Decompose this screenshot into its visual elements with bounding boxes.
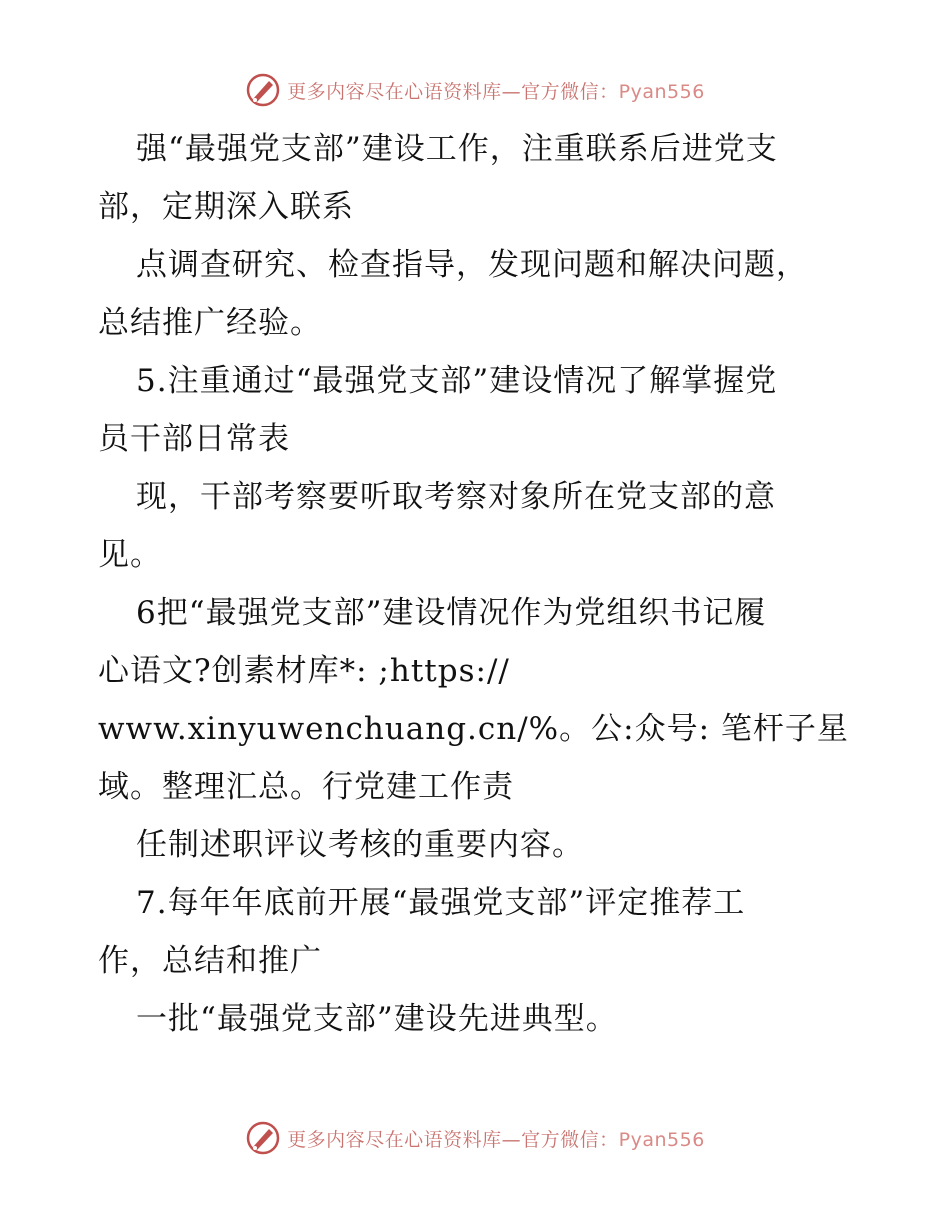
text-line: 7.每年年底前开展“最强党支部”评定推荐工 [136, 885, 746, 921]
text-line: 现，干部考察要听取考察对象所在党支部的意 [136, 479, 776, 515]
pen-logo-icon [245, 1120, 281, 1156]
text-line: 任制述职评议考核的重要内容。 [136, 827, 584, 863]
banner-text: 更多内容尽在心语资料库—官方微信：Pyan556 [287, 80, 705, 103]
pen-logo-icon [245, 72, 281, 108]
text-line: 见。 [98, 537, 162, 573]
document-body [98, 120, 858, 1048]
footer-banner [0, 1118, 950, 1158]
text-line: 总结推广经验。 [98, 305, 322, 341]
text-line: 心语文?创素材库*: ;https:// [98, 653, 510, 689]
text-line: 一批“最强党支部”建设先进典型。 [136, 1001, 618, 1037]
text-line: 部，定期深入联系 [98, 189, 354, 225]
header-banner [0, 70, 950, 110]
banner-text: 更多内容尽在心语资料库—官方微信：Pyan556 [287, 1128, 705, 1151]
text-line: 强“最强党支部”建设工作，注重联系后进党支 [136, 131, 778, 167]
text-line: 作，总结和推广 [98, 943, 322, 979]
text-line: 6把“最强党支部”建设情况作为党组织书记履 [136, 595, 767, 631]
text-line: 点调查研究、检查指导，发现问题和解决问题， [136, 247, 808, 283]
text-line: 员干部日常表 [98, 421, 290, 457]
text-line: 域。整理汇总。行党建工作责 [98, 769, 514, 805]
text-line: www.xinyuwenchuang.cn/%。公:众号: 笔杆子星 [98, 711, 849, 747]
text-line: 5.注重通过“最强党支部”建设情况了解掌握党 [136, 363, 778, 399]
